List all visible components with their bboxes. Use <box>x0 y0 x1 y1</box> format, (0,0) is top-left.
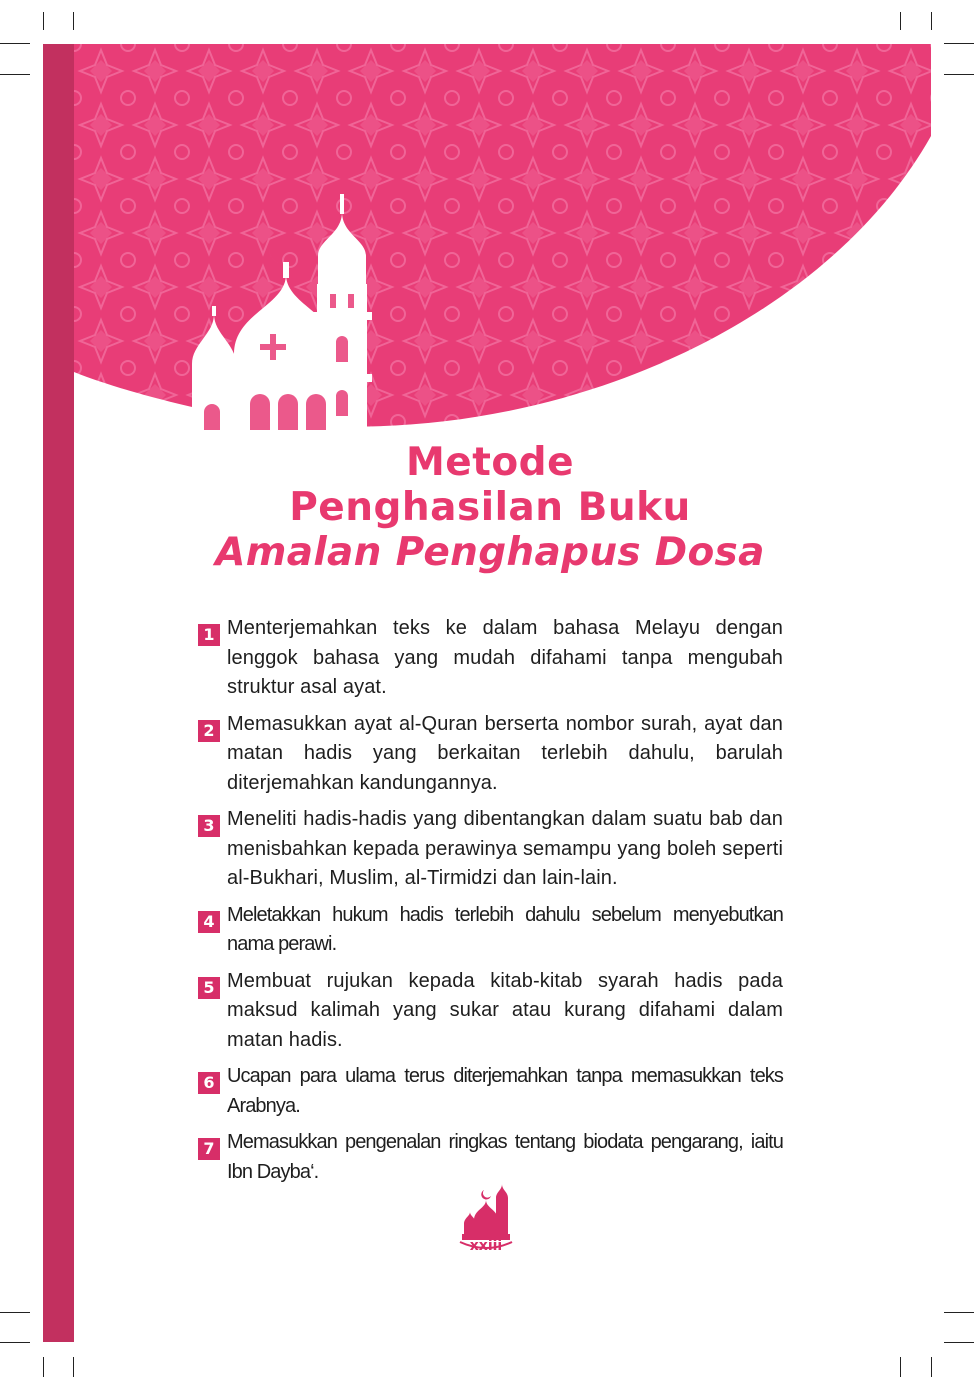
crop-mark <box>944 1342 974 1343</box>
crop-mark <box>0 74 30 75</box>
list-item <box>198 1128 783 1187</box>
crop-mark <box>900 12 901 30</box>
step-number-badge: 3 <box>198 815 220 837</box>
crop-mark <box>944 1312 974 1313</box>
crop-mark <box>73 1357 74 1377</box>
crop-mark <box>43 12 44 30</box>
steps-list <box>198 614 783 1194</box>
crop-mark <box>944 74 974 75</box>
list-item <box>198 614 783 703</box>
crop-mark <box>73 12 74 30</box>
step-text: Ucapan para ulama terus diterjemahkan tanpa memasukkan teks Arabnya. <box>227 1065 783 1117</box>
step-number-badge: 5 <box>198 977 220 999</box>
list-item <box>198 967 783 1056</box>
step-number-badge: 1 <box>198 624 220 646</box>
page-title <box>190 440 790 575</box>
list-item <box>198 710 783 799</box>
step-text: Membuat rujukan kepada kitab-kitab syarah hadis pada maksud kalimah yang sukar atau kurang difahami dalam matan hadis. <box>227 969 783 1051</box>
title-line-2: Penghasilan Buku <box>289 485 691 530</box>
crop-mark <box>931 12 932 30</box>
step-number-badge: 2 <box>198 720 220 742</box>
step-text: Meneliti hadis-hadis yang dibentangkan dalam suatu bab dan menisbahkan kepada perawinya semampu yang boleh seperti al-Bukhari, Muslim, al-Tirmidzi dan lain-lain. <box>227 808 783 889</box>
crop-mark <box>0 43 30 44</box>
step-number-badge: 4 <box>198 911 220 933</box>
crop-mark <box>43 1357 44 1377</box>
page-number: xxiii <box>469 1238 503 1254</box>
step-text: Memasukkan ayat al-Quran berserta nombor surah, ayat dan matan hadis yang berkaitan terlebih dahulu, barulah diterjemahkan kandungannya. <box>227 712 783 794</box>
list-item <box>198 805 783 894</box>
title-line-3: Amalan Penghapus Dosa <box>215 530 765 575</box>
crop-mark <box>900 1357 901 1377</box>
list-item <box>198 901 783 960</box>
crop-mark <box>931 1357 932 1377</box>
step-text: Memasukkan pengenalan ringkas tentang biodata pengarang, iaitu Ibn Dayba‘. <box>227 1131 783 1183</box>
crop-mark <box>944 43 974 44</box>
step-text: Meletakkan hukum hadis terlebih dahulu sebelum menyebutkan nama perawi. <box>227 903 783 955</box>
crop-mark <box>0 1342 30 1343</box>
step-text: Menterjemahkan teks ke dalam bahasa Melayu dengan lenggok bahasa yang mudah difahami tanpa mengubah struktur asal ayat. <box>227 617 783 698</box>
header-banner <box>74 44 932 436</box>
step-number-badge: 6 <box>198 1072 220 1094</box>
list-item <box>198 1062 783 1121</box>
title-line-1: Metode <box>405 440 575 485</box>
step-number-badge: 7 <box>198 1138 220 1160</box>
crop-mark <box>0 1312 30 1313</box>
page-spine <box>43 44 74 1342</box>
